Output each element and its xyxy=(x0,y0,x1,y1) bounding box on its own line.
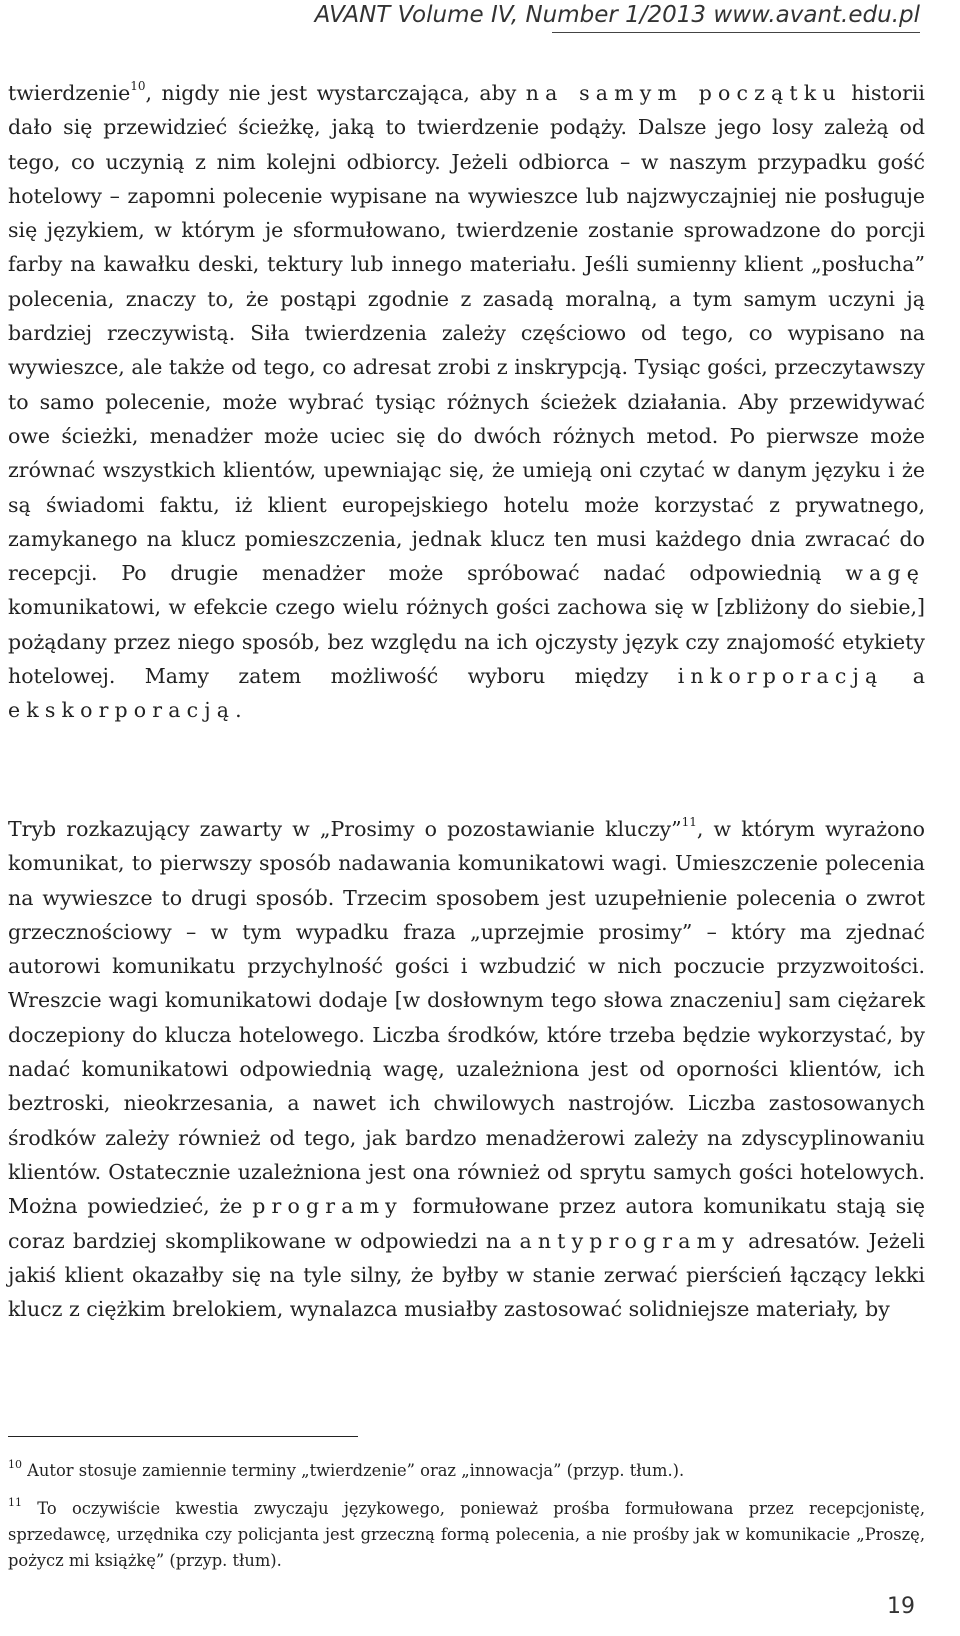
emphasis-spaced: antyprogramy xyxy=(519,1228,740,1253)
emphasis-spaced: wagę xyxy=(845,561,925,586)
footnote-10 xyxy=(8,1458,925,1484)
footnote-ref-10[interactable]: 10 xyxy=(130,79,146,93)
emphasis-spaced: ekskorporacją xyxy=(8,698,236,723)
footnote-11 xyxy=(8,1496,925,1574)
text-run: , w którym wyrażono komunikat, to pierwszy sposób nadawania komunikatowi wagi. Umieszczenie polecenia na wywieszce to drugi sposób. Trzecim sposobem jest uzupełnienie polecenia o zwrot grzecznościowy – w tym wypadku fraza „uprzejmie prosimy” – który ma zjednać autorowi komunikatu przychylność gości i wzbudzić w nich poczucie przyzwoitości. Wreszcie wagi komunikatowi dodaje [w dosłownym tego słowa znaczeniu] sam ciężarek doczepiony do klucza hotelowego. Liczba środków, które trzeba będzie wykorzystać, by nadać komunikatowi odpowiednią wagę, uzależniona jest od oporności klientów, ich beztroski, nieokrzesania, a nawet ich chwilowych nastrojów. Liczba zastosowanych środków zależy również od tego, jak bardzo menadżerowi zależy na zdyscyplinowaniu klientów. Ostatecznie uzależniona jest ona również od sprytu samych gości hotelowych. Można powiedzieć, że xyxy=(8,817,925,1219)
page-number: 19 xyxy=(887,1594,915,1619)
text-run: historii dało się przewidzieć ścieżkę, jaką to twierdzenie podąży. Dalsze jego losy zależą od tego, co uczynią z nim kolejni odbiorcy. Jeżeli odbiorca – w naszym przypadku gość hotelowy – zapomni polecenie wypisane na wywieszce lub najzwyczajniej nie posługuje się językiem, w którym je sformułowano, twierdzenie zostanie sprowadzone do porcji farby na kawałku deski, tektury lub innego materiału. Jeśli sumienny klient „posłucha” polecenia, znaczy to, że postąpi zgodnie z zasadą moralną, a tym samym uczyni ją bardziej rzeczywistą. Siła twierdzenia zależy częściowo od tego, co wypisano na wywieszce, ale także od tego, co adresat zrobi z inskrypcją. Tysiąc gości, przeczytawszy to samo polecenie, może wybrać tysiąc różnych ścieżek działania. Aby przewidywać owe ścieżki, menadżer może uciec się do dwóch różnych metod. Po pierwsze może zrównać wszystkich klientów, upewniając się, że umieją oni czytać w danym języku i że są świadomi faktu, iż klient europejskiego hotelu może korzystać z prywatnego, zamykanego na klucz pomieszczenia, jednak klucz ten musi każdego dnia zwracać do recepcji. Po drugie menadżer może spróbować nadać odpowiednią xyxy=(8,81,925,586)
text-run: . xyxy=(235,698,242,723)
body-paragraph-1 xyxy=(8,76,925,728)
text-run: a xyxy=(883,664,925,689)
running-header xyxy=(0,0,920,34)
footnote-text: Autor stosuje zamiennie terminy „twierdzenie” oraz „innowacja” (przyp. tłum.). xyxy=(22,1461,685,1480)
emphasis-spaced: programy xyxy=(252,1194,403,1219)
text-run: twierdzenie xyxy=(8,81,131,105)
footnote-number: 11 xyxy=(8,1496,22,1509)
text-run: komunikatowi, w efekcie czego wielu różnych gości zachowa się w [zbliżony do siebie,] pożądany przez niego sposób, bez względu na ich ojczysty język czy znajomość etykiety hotelowej. Mamy zatem możliwość wyboru między xyxy=(8,595,925,689)
text-run: formułowane przez autora komunikatu stają się coraz bardziej skomplikowane w odpowiedzi na xyxy=(8,1194,925,1253)
text-run: Tryb rozkazujący zawarty w „Prosimy o pozostawianie kluczy” xyxy=(8,817,682,841)
emphasis-spaced: na samym początku xyxy=(525,81,842,105)
text-run: adresatów. Jeżeli jakiś klient okazałby się na tyle silny, że byłby w stanie zerwać pierścień łączący lekki klucz z ciężkim brelokiem, wynalazca musiałby zastosować solidniejsze materiały, by xyxy=(8,1228,925,1322)
footnote-number: 10 xyxy=(8,1458,22,1471)
volume-info: Volume IV, Number 1/2013 xyxy=(390,2,714,28)
header-rule xyxy=(552,32,920,33)
footnote-separator xyxy=(8,1436,358,1437)
journal-name: AVANT xyxy=(314,2,391,28)
journal-url: www.avant.edu.pl xyxy=(713,2,920,28)
text-run: , nigdy nie jest wystarczająca, aby xyxy=(145,81,526,105)
footnote-ref-11[interactable]: 11 xyxy=(681,815,697,829)
emphasis-spaced: inkorporacją xyxy=(677,664,884,689)
body-paragraph-2 xyxy=(8,812,925,1326)
footnote-text: To oczywiście kwestia zwyczaju językowego, ponieważ prośba formułowana przez recepcjonistę, sprzedawcę, urzędnika czy policjanta jest grzeczną formą polecenia, a nie prośby jak w komunikacie „Proszę, pożycz mi książkę” (przyp. tłum). xyxy=(8,1499,925,1570)
